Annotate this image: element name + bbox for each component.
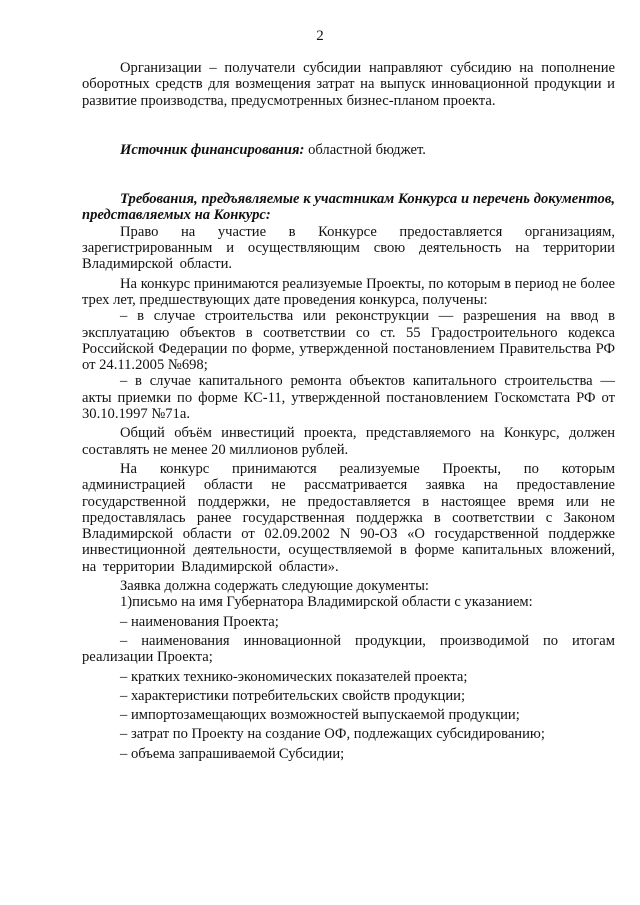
requirements-heading: Требования, предъявляемые к участникам Конкурса и перечень документов, представляемых на Конкурс:: [82, 191, 615, 224]
list-item-project-names: – наименования Проекта;: [120, 613, 279, 630]
paragraph-investment-volume: Общий объём инвестиций проекта, представляемого на Конкурс, должен составлять не менее 20 миллионов рублей.: [82, 425, 615, 458]
funding-source-value: областной бюджет.: [308, 141, 426, 158]
funding-source: [82, 142, 615, 158]
document-body: [82, 60, 615, 762]
paragraph-subsidy-purpose: Организации – получатели субсидии направляют субсидию на пополнение оборотных средств для возмещения затрат на выпуск инновационной продукции и развитие производства, предусмотренных бизнес-планом проекта.: [82, 60, 615, 109]
list-item-subsidy-volume: – объема запрашиваемой Субсидии;: [120, 745, 345, 762]
paragraph-not-accepted: На конкурс принимаются реализуемые Проекты, по которым администрацией области не рассматривается заявка на предоставление государственной поддержки, не предоставляется в настоящее время или не предоставлялась ранее государственная поддержка в соответствии с Законом Владимирской области от 02.09.2002 N 90-ОЗ «О государственной поддержке инвестиционной деятельности, осуществляемой в форме капитальных вложений, на территории Владимирской области».: [82, 460, 615, 575]
page-number: 2: [316, 28, 324, 44]
list-item-tech-economic: – кратких технико-экономических показателей проекта;: [120, 668, 468, 685]
paragraph-participation-right: Право на участие в Конкурсе предоставляется организациям, зарегистрированным и осуществляющим свою деятельность на территории Владимирской области.: [82, 223, 615, 273]
list-item-capital-repair: – в случае капитального ремонта объектов капитального строительства — акты приемки по форме КС-11, утвержденной постановлением Госкомстата РФ от 30.10.1997 №71а.: [82, 373, 615, 423]
list-item-costs-fixed-assets: – затрат по Проекту на создание ОФ, подлежащих субсидированию;: [120, 726, 545, 743]
list-item-construction: – в случае строительства или реконструкции — разрешения на ввод в эксплуатацию объектов в соответствии со ст. 55 Градостроительного кодекса Российской Федерации по форме, утвержденной постановлением Правительства РФ от 24.11.2005 №698;: [82, 308, 615, 374]
paragraph-application-docs: Заявка должна содержать следующие документы:: [120, 578, 429, 595]
funding-source-label: Источник финансирования:: [120, 141, 305, 158]
paragraph-letter-governor: 1)письмо на имя Губернатора Владимирской области с указанием:: [120, 594, 533, 611]
list-item-innovative-products: – наименования инновационной продукции, производимой по итогам реализации Проекта;: [82, 632, 615, 666]
list-item-import-substitution: – импортозамещающих возможностей выпускаемой продукции;: [120, 707, 520, 724]
paragraph-projects-accepted: На конкурс принимаются реализуемые Проекты, по которым в период не более трех лет, предшествующих дате проведения конкурса, получены:: [82, 275, 615, 308]
list-item-consumer-properties: – характеристики потребительских свойств продукции;: [120, 687, 466, 704]
